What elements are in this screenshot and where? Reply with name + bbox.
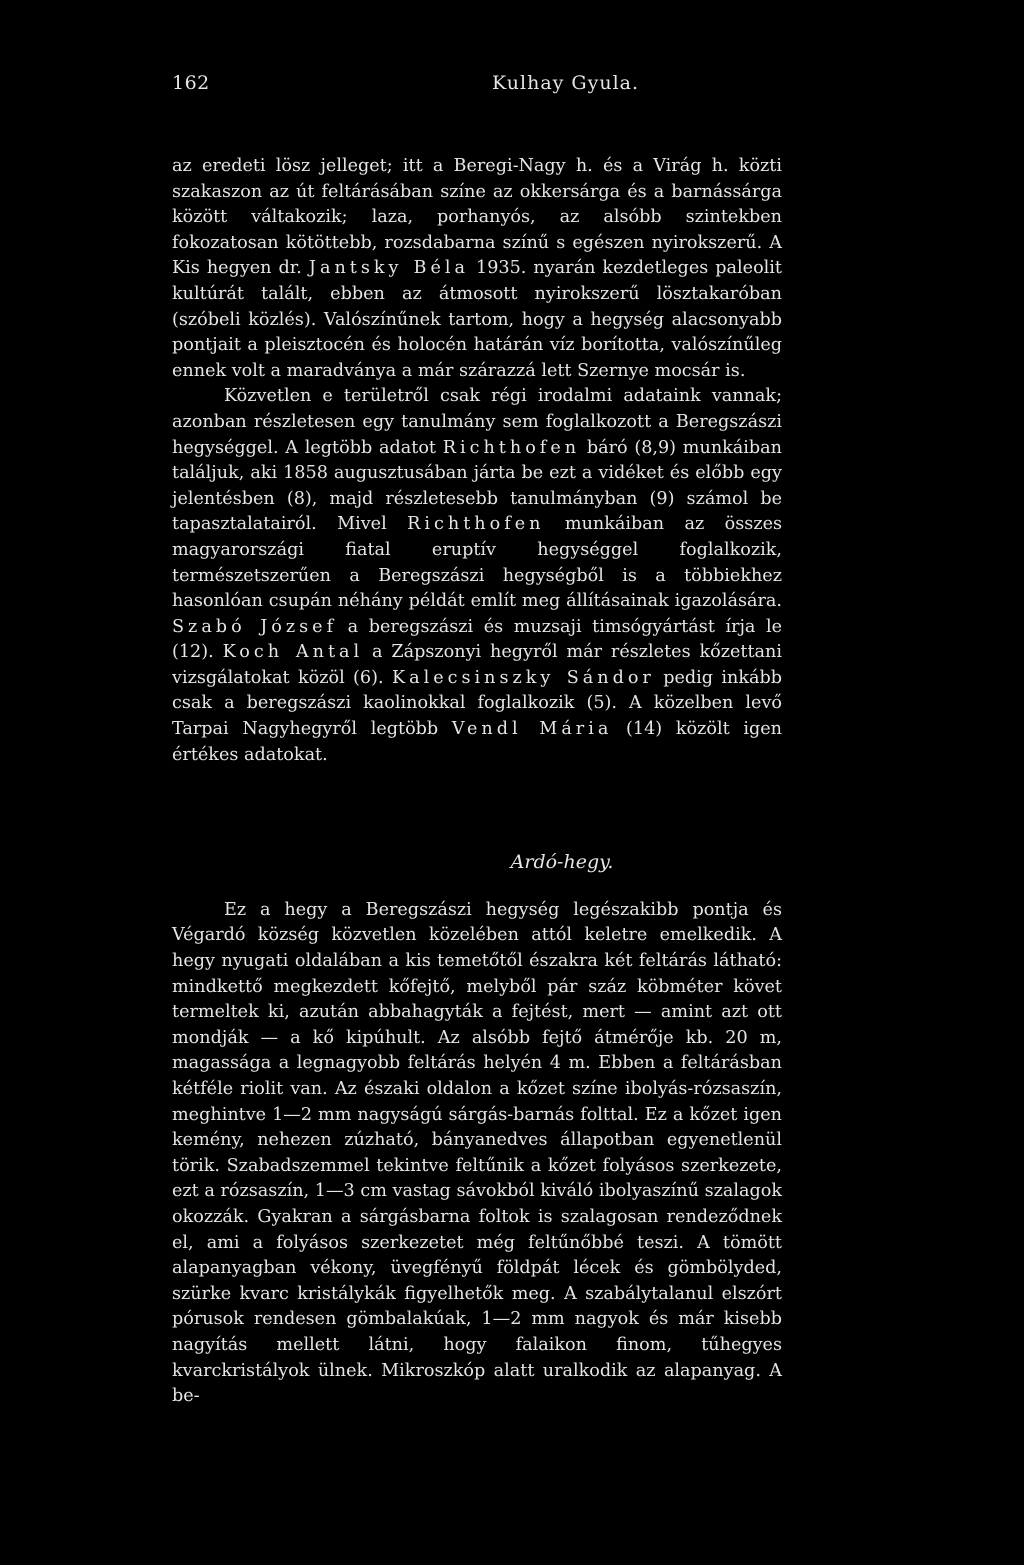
paragraph-2-text-a: Közvetlen e területről csak régi irodalmi adataink vannak; azonban részletesen egy tanulmány sem foglalkozott a Beregszászi hegységgel. A legtöbb adatot [172,386,782,458]
paragraph-2-text-g: (14) közölt igen értékes adatokat. [172,719,782,765]
paragraph-3: Ez a hegy a Beregszászi hegység legészakibb pontja és Végardó község közvetlen közelében attól keletre emelkedik. A hegy nyugati oldalában a kis temetőtől északra két feltárás látható: mindkettő megkezdett kőfejtő, melyből pár száz köbméter követ termeltek ki, azután abbahagyták a fejtést, mert — amint azt ott mondják — a kő kipúhult. Az alsóbb fejtő átmérője kb. 20 m, magassága a legnagyobb feltárás helyén 4 m. Ebben a feltárásban kétféle riolit van. Az északi oldalon a kőzet színe ibolyás-rózsaszín, meghintve 1—2 mm nagyságú sárgás-barnás folttal. Ez a kőzet igen kemény, nehezen zúzható, bányanedves állapotban egyenetlenül törik. Szabadszemmel tekintve feltűnik a kőzet folyásos szerkezete, ezt a rózsaszín, 1—3 cm vastag sávokból kiváló ibolyaszínű szalagok okozzák. Gyakran a sárgásbarna foltok is szalagosan rendeződnek el, ami a folyásos szerkezetet még feltűnőbbé teszi. A tömött alapanyagban vékony, üvegfényű földpát lécek és gömbölyded, szürke kvarc kristálykák figyelhetők meg. A szabálytalanul elszórt pórusok rendesen gömbalakúak, 1—2 mm nagyok és már kisebb nagyítás mellett látni, hogy falaikon finom, tűhegyes kvarckristályok ülnek. Mikroszkóp alatt uralkodik az alapanyag. A be- [172,899,782,1407]
book-page [172,72,782,1410]
body-text [172,154,782,1410]
running-head: Kulhay Gyula. [492,72,640,94]
author-name-vendl: Vendl Mária [451,719,613,740]
paragraph-1 [172,154,782,384]
author-name-szabo: Szabó József [172,616,338,637]
author-name-koch: Koch Antal [222,642,364,663]
author-name-richthofen-1: Richthofen [442,437,581,458]
paragraph-2-text-d: a beregszászi és muzsaji timsógyártást írja le (12). [172,616,783,663]
page-header [172,72,782,106]
paragraph-2-text-f: pedig inkább csak a beregszászi kaolinokkal foglalkozik (5). A közelben levő Tarpai Nagyhegyről legtöbb [172,667,783,740]
paragraph-1-text-b: 1935. nyarán kezdetleges paleolit kultúrát talált, ebben az átmosott nyirokszerű lösztakaróban (szóbeli közlés). Valószínűnek tartom, hogy a hegység alacsonyabb pontjait a pleisztocén és holocén határán víz borította, valószínűleg ennek volt a maradványa a már szárazzá lett Szernye mocsár is. [172,258,782,381]
author-name-richthofen-2: Richthofen [407,514,545,535]
page-number: 162 [172,72,210,94]
paragraph-2-text-b: báró (8,9) munkáiban találjuk, aki 1858 augusztusában járta be ezt a vidéket és előbb egy jelentésben (8), majd részletesebb tanulmányban (9) számol be tapasztalatairól. Mivel [172,437,783,535]
paragraph-2-text-c: munkáiban az összes magyarországi fiatal eruptív hegységgel foglalkozik, természetszerűen a Beregszászi hegységből is a többiekhez hasonlóan csupán néhány példát említ meg állításainak igazolására. [172,514,783,612]
author-name-jantsky: Jantsky Béla [308,258,469,279]
paragraph-2-text-e: a Zápszonyi hegyről már részletes kőzettani vizsgálatokat közöl (6). [172,642,782,688]
section-title: Ardó-hegy. [510,851,614,874]
paragraph-2 [172,384,782,768]
author-name-kalecsinszky: Kalecsinszky Sándor [391,667,655,688]
paragraph-1-text-a: az eredeti lösz jelleget; itt a Beregi-Nagy h. és a Virág h. közti szakaszon az út feltárásában színe az okkersárga és a barnássárga között váltakozik; laza, porhanyós, az alsóbb szintekben fokozatosan kötöttebb, rozsdabarna színű s egészen nyirokszerű. A Kis hegyen dr. [172,156,782,279]
